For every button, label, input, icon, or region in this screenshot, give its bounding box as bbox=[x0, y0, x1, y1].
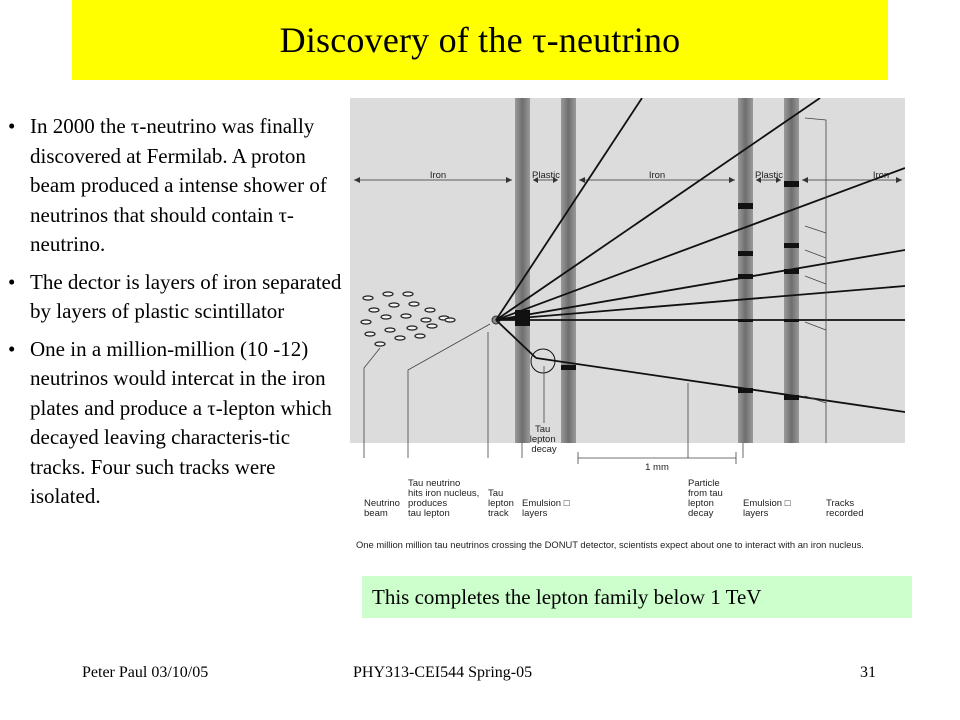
figure-caption: One million million tau neutrinos crossing the DONUT detector, scientists expect about one to interact with an iron nucleus. bbox=[356, 539, 864, 550]
section-label-plastic: Plastic bbox=[532, 170, 560, 181]
donut-detector-figure bbox=[350, 98, 905, 558]
bullet-item: • One in a million-million (10 -12) neutrinos would intercat in the iron plates and produce a τ-lepton which decayed leaving characteris-tic tracks. Four such tracks were isolated. bbox=[8, 335, 343, 512]
conclusion-note: This completes the lepton family below 1 TeV bbox=[362, 576, 912, 618]
slide-title: Discovery of the τ-neutrino bbox=[279, 20, 681, 60]
scale-label: 1 mm bbox=[645, 462, 669, 473]
callout-emulsion-layers: Emulsion □ layers bbox=[522, 498, 570, 519]
bullet-list bbox=[8, 112, 343, 520]
callout-particle: Particle from tau lepton decay bbox=[688, 478, 723, 519]
section-label-iron: Iron bbox=[429, 170, 447, 181]
tau-decay-label: Tau lepton decay bbox=[529, 424, 557, 455]
title-banner bbox=[72, 0, 888, 80]
callout-emulsion-layers: Emulsion □ layers bbox=[743, 498, 791, 519]
section-label-plastic: Plastic bbox=[755, 170, 783, 181]
bullet-item: • In 2000 the τ-neutrino was finally discovered at Fermilab. A proton beam produced a intense shower of neutrinos that should contain τ-neutrino. bbox=[8, 112, 343, 260]
section-label-iron: Iron bbox=[648, 170, 666, 181]
footer-author-date: Peter Paul 03/10/05 bbox=[82, 664, 209, 681]
callout-tracks-recorded: Tracks recorded bbox=[826, 498, 864, 519]
section-label-iron: Iron bbox=[872, 170, 890, 181]
callout-neutrino-beam: Neutrino beam bbox=[364, 498, 400, 519]
footer-page-number: 31 bbox=[860, 664, 876, 681]
footer-course: PHY313-CEI544 Spring-05 bbox=[353, 664, 533, 681]
callout-tau-neutrino: Tau neutrino hits iron nucleus, produces tau lepton bbox=[408, 478, 480, 519]
bullet-item: • The dector is layers of iron separated by layers of plastic scintillator bbox=[8, 268, 343, 327]
callout-tau-lepton-track: Tau lepton track bbox=[488, 488, 514, 519]
